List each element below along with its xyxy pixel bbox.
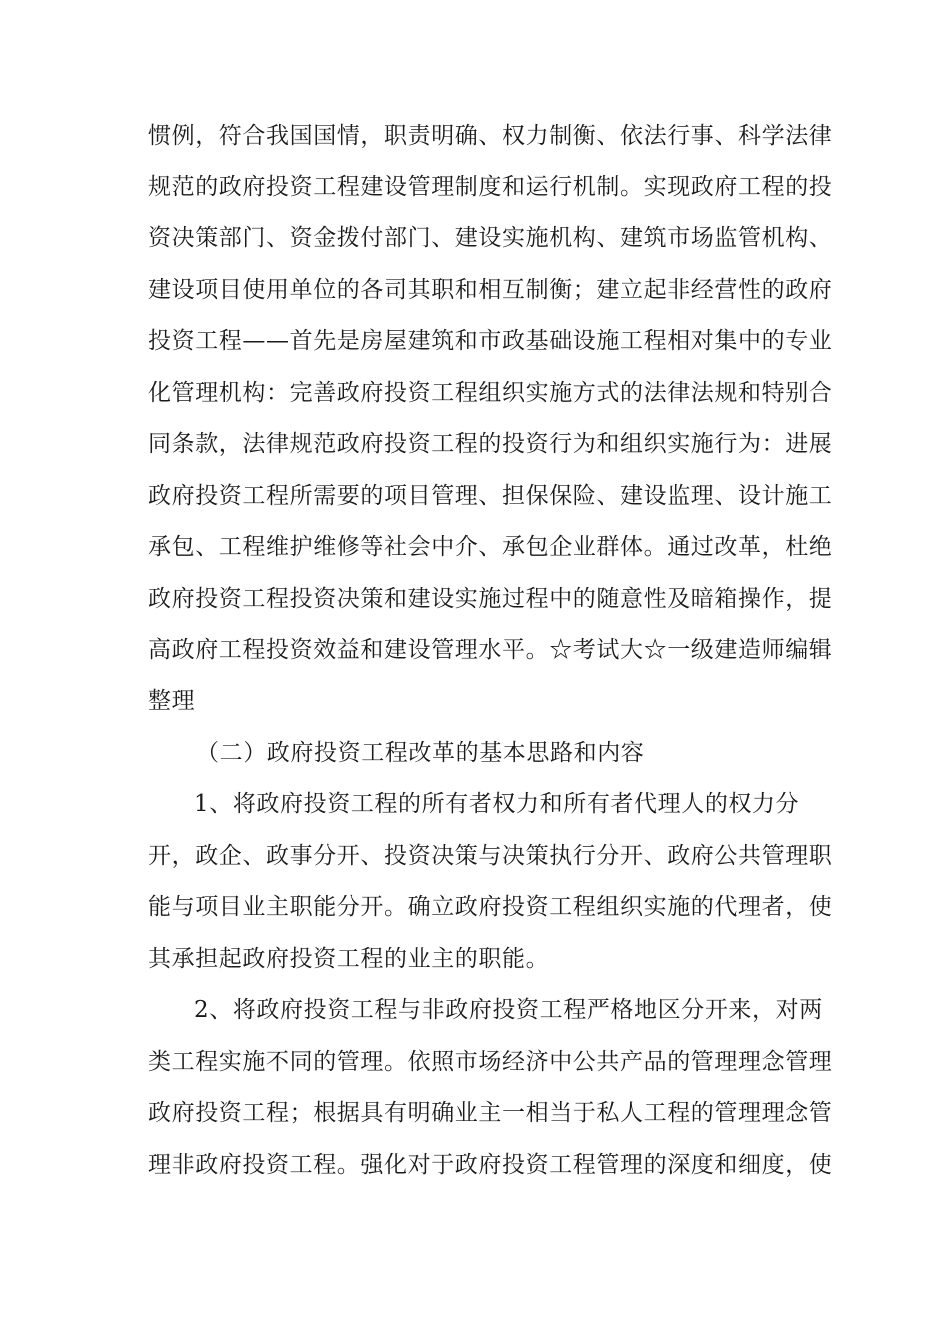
text-line: 惯例，符合我国国情，职责明确、权力制衡、依法行事、科学法律 xyxy=(148,123,833,149)
text-line: 其承担起政府投资工程的业主的职能。 xyxy=(148,946,550,972)
text-line: 资决策部门、资金拨付部门、建设实施机构、建筑市场监管机构、 xyxy=(148,225,833,251)
text-line: 类工程实施不同的管理。依照市场经济中公共产品的管理理念管理 xyxy=(148,1049,833,1075)
text-line: 政府投资工程投资决策和建设实施过程中的随意性及暗箱操作，提 xyxy=(148,586,833,612)
text-line: 政府投资工程所需要的项目管理、担保保险、建设监理、设计施工 xyxy=(148,483,833,509)
text-line: 1、将政府投资工程的所有者权力和所有者代理人的权力分 xyxy=(194,791,800,817)
text-line: 化管理机构：完善政府投资工程组织实施方式的法律法规和特别合 xyxy=(148,380,833,406)
text-line: 承包、工程维护维修等社会中介、承包企业群体。通过改革，杜绝 xyxy=(148,534,833,560)
text-line: 整理 xyxy=(148,688,196,714)
text-line: 高政府工程投资效益和建设管理水平。☆考试大☆一级建造师编辑 xyxy=(148,637,833,663)
text-line: 能与项目业主职能分开。确立政府投资工程组织实施的代理者，使 xyxy=(148,894,833,920)
text-line: 理非政府投资工程。强化对于政府投资工程管理的深度和细度，使 xyxy=(148,1152,833,1178)
section-heading: （二）政府投资工程改革的基本思路和内容 xyxy=(196,740,645,766)
text-line: 政府投资工程；根据具有明确业主一相当于私人工程的管理理念管 xyxy=(148,1100,833,1126)
text-line: 规范的政府投资工程建设管理制度和运行机制。实现政府工程的投 xyxy=(148,174,833,200)
text-line: 开，政企、政事分开、投资决策与决策执行分开、政府公共管理职 xyxy=(148,843,833,869)
text-line: 2、将政府投资工程与非政府投资工程严格地区分开来，对两 xyxy=(194,997,823,1023)
text-line: 建设项目使用单位的各司其职和相互制衡；建立起非经营性的政府 xyxy=(148,277,833,303)
text-line: 投资工程——首先是房屋建筑和市政基础设施工程相对集中的专业 xyxy=(148,328,833,354)
text-line: 同条款，法律规范政府投资工程的投资行为和组织实施行为：进展 xyxy=(148,431,833,457)
